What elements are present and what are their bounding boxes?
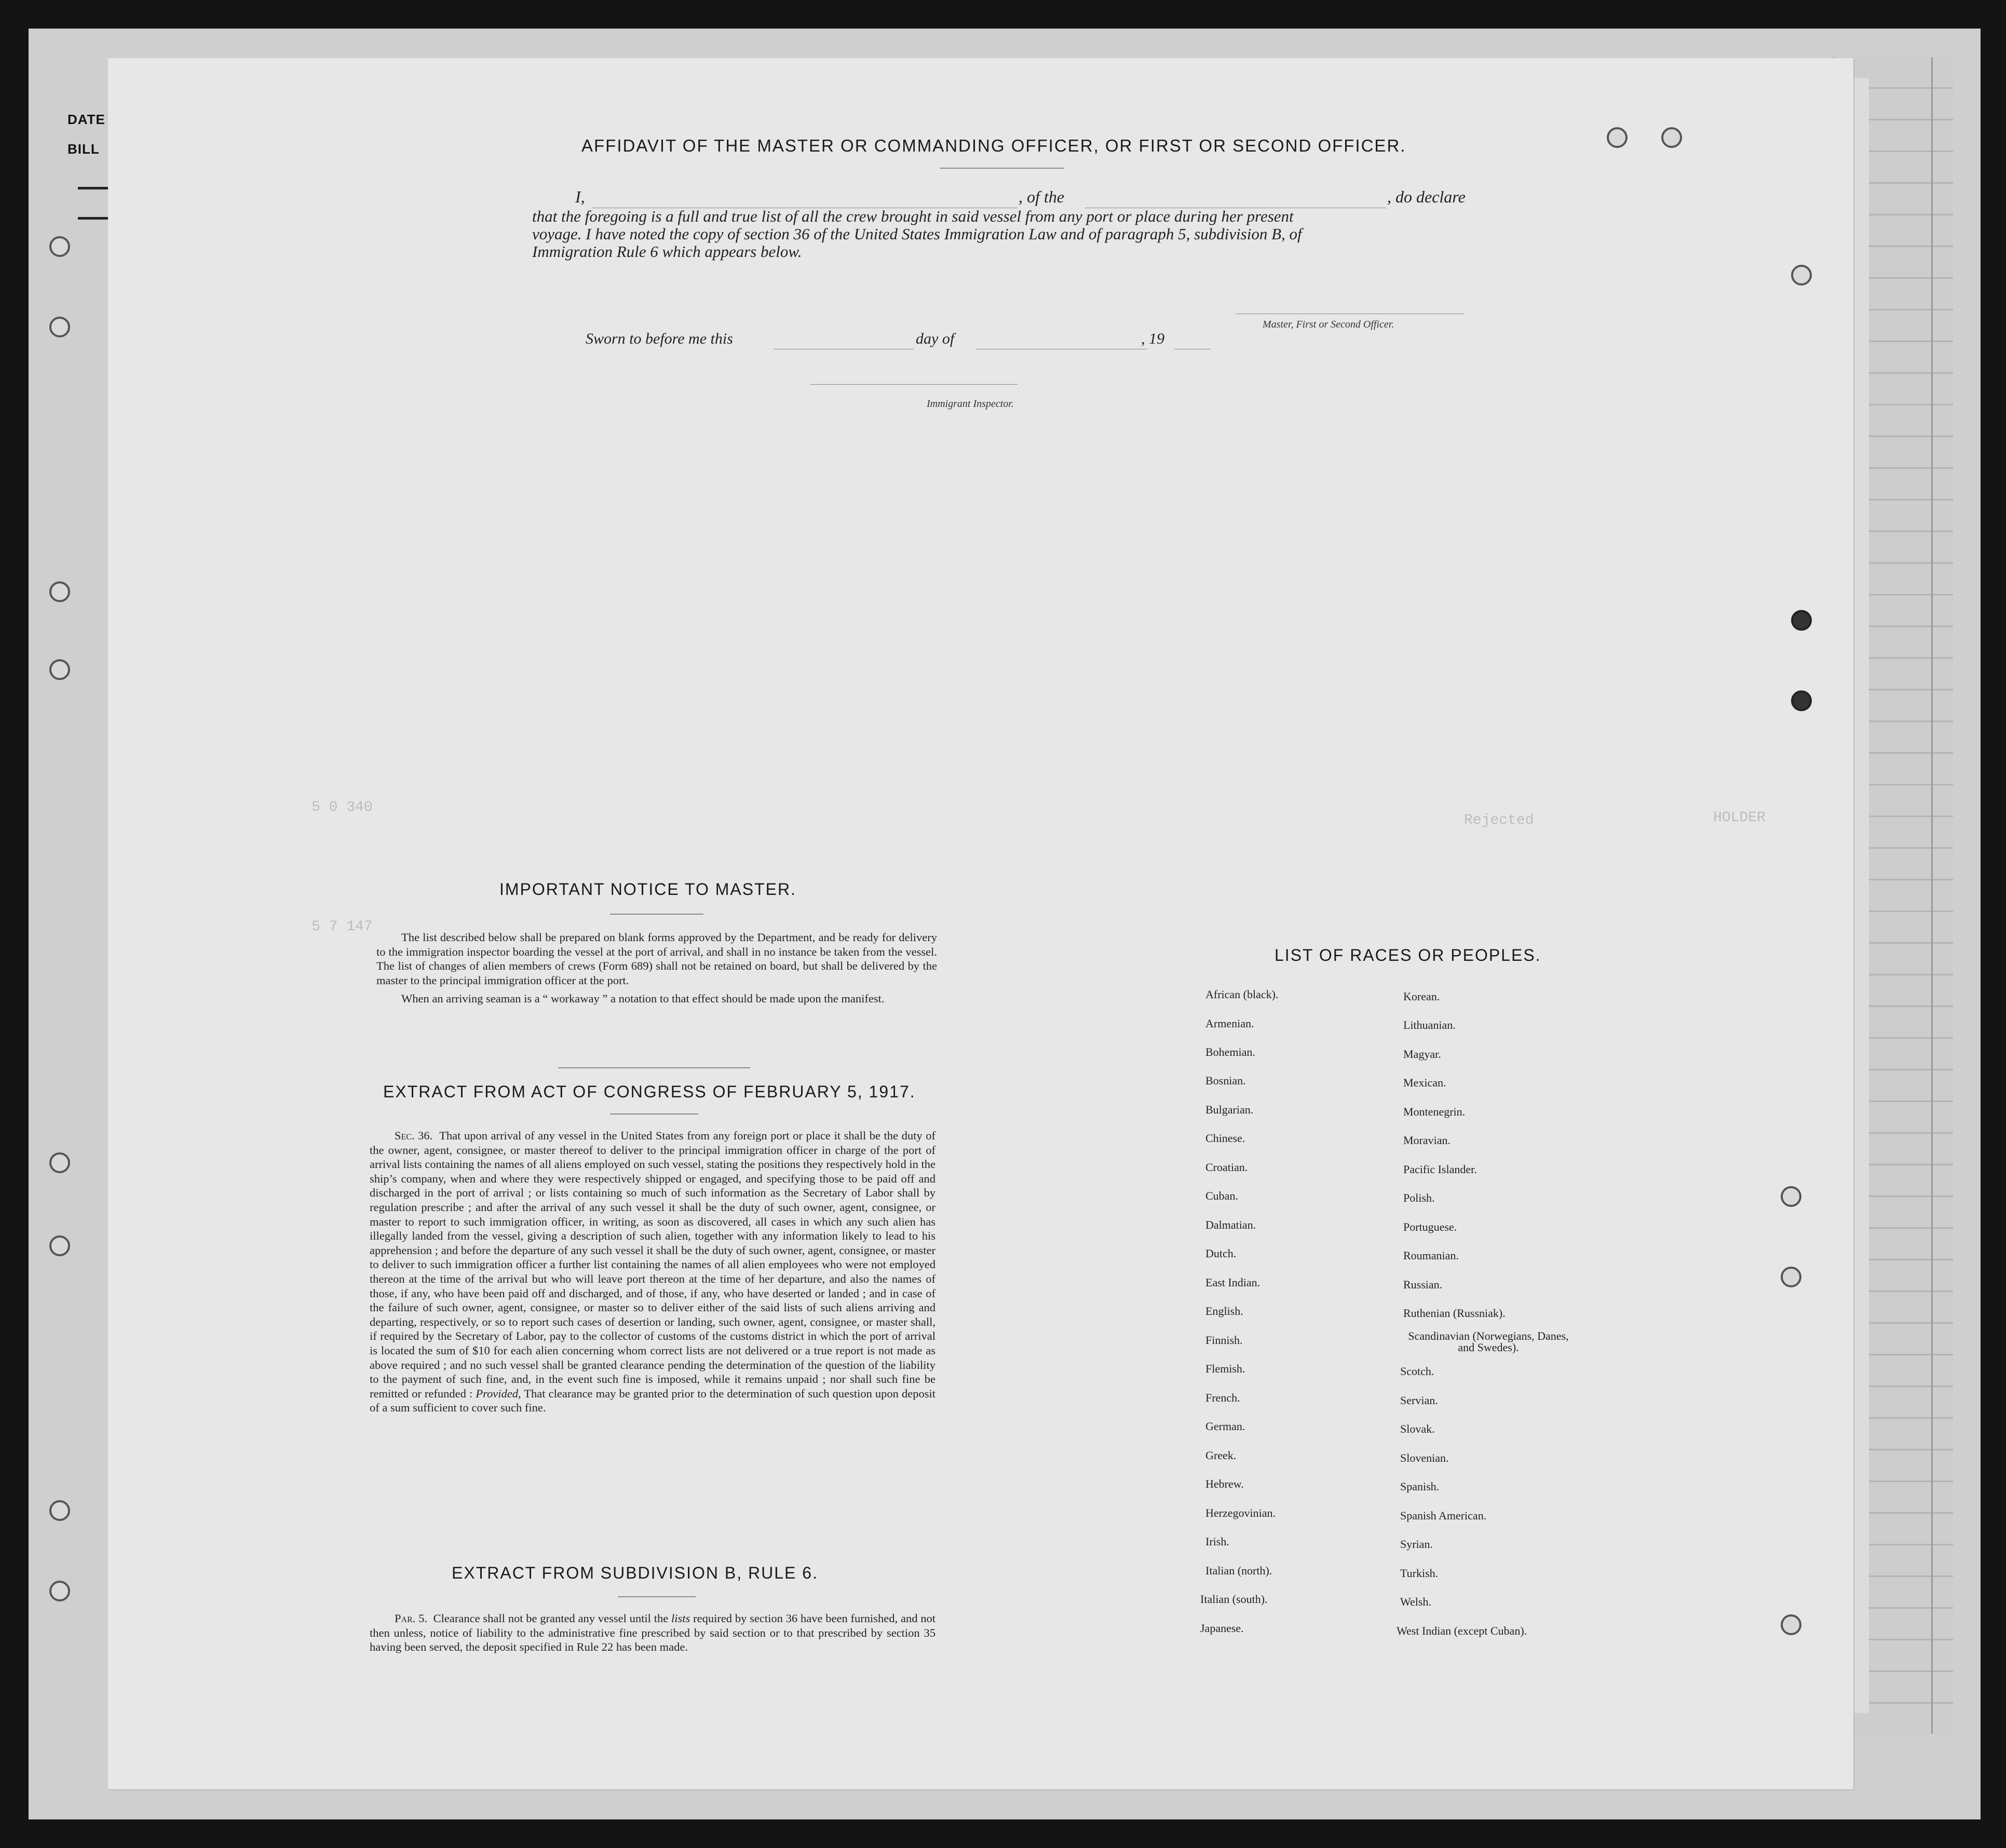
- punch-hole: [1781, 1614, 1801, 1635]
- lists-word: lists: [671, 1612, 690, 1625]
- punch-hole: [49, 317, 70, 337]
- race-item: German.: [1205, 1420, 1245, 1433]
- par-5-text-after: required by section 36 have been furnished, and not then unless, notice of liability to the administrative fine prescribed by said section or to that prescribed by section 35 having been served, the deposit specified in Rule 22 has been made.: [370, 1612, 936, 1654]
- race-item: Flemish.: [1205, 1362, 1245, 1375]
- act-title: EXTRACT FROM ACT OF CONGRESS OF FEBRUARY 5, 1917.: [383, 1082, 916, 1101]
- sec-36-text: That upon arrival of any vessel in the United States from any foreign port or place it shall be the duty of the owner, agent, consignee, or master thereof to deliver to the principal immigration officer in charge of the port of arrival lists containing the names of all aliens employed on such vessel, stating the positions they respectively hold in the ship’s company, when and where they were respectively shipped or engaged, and specifying those to be paid off and discharged in the port of arrival ; or lists containing so much of such information as the Secretary of Labor shall by regulation prescribe ; and after the arrival of any such vessel it shall be the duty of such owner, agent, consignee, or master to report to such immigration officer, in writing, as soon as discovered, all cases in which any such alien has illegally landed from the vessel, giving a description of such alien, together with any information likely to lead to his apprehension ; and before the departure of any such vessel it shall be the duty of such owner, agent, consignee, or master to deliver to such immigration officer a further list containing the names of all alien employees who were not employed thereon at the time of the arrival but who will leave port thereon at the time of her departure, and also the names of those, if any, who have been paid off and discharged, and of those, if any, who have deserted or landed ; and in case of the failure of such owner, agent, consignee, or master so to deliver either of the said lists of such aliens arriving and departing, respectively, or so to report such cases of desertion or landing, such owner, agent, consignee, or master shall, if required by the Secretary of Labor, pay to the collector of customs of the customs district in which the port of arrival is located the sum of $10 for each alien concerning whom correct lists are not delivered or a true report is not made as above required ; and no such vessel shall be granted clearance pending the determination of the question of the liability to the payment of such fine, and, in the event such fine is imposed, while it remains unpaid ; nor shall such fine be remitted or refunded :: [370, 1129, 936, 1400]
- race-item: Italian (south).: [1200, 1593, 1268, 1606]
- punch-hole: [1791, 610, 1812, 631]
- provided-text: That clearance may be granted prior to the determination of such question upon deposit of a sum sufficient to cover such fine.: [370, 1387, 936, 1415]
- punch-hole: [1791, 265, 1812, 286]
- race-item: Armenian.: [1205, 1017, 1254, 1030]
- race-item: Servian.: [1400, 1394, 1438, 1407]
- race-item: Finnish.: [1205, 1334, 1243, 1347]
- race-item: Spanish.: [1400, 1480, 1440, 1493]
- sheet-line: [78, 187, 108, 189]
- race-item: Polish.: [1403, 1191, 1435, 1204]
- sheet-line: [78, 217, 108, 220]
- race-item: Moravian.: [1403, 1134, 1451, 1147]
- bleed-through-mark: Rejected: [1464, 812, 1534, 828]
- race-item: Pacific Islander.: [1403, 1163, 1477, 1176]
- race-item: Italian (north).: [1205, 1564, 1272, 1577]
- race-item: Dutch.: [1205, 1247, 1237, 1260]
- race-item: Bosnian.: [1205, 1074, 1246, 1087]
- punch-hole: [49, 659, 70, 680]
- race-item: Bulgarian.: [1205, 1103, 1254, 1116]
- rule-rule: [618, 1596, 696, 1597]
- bleed-through-mark: 5 0 340: [311, 799, 373, 816]
- affidavit-line-3: voyage. I have noted the copy of section 36 of the United States Immigration Law and of paragraph 5, subdivision B, of: [532, 225, 1302, 243]
- sec-36-label: Sec. 36.: [395, 1129, 433, 1142]
- inspector-signature-line: [810, 384, 1018, 385]
- notice-rule: [610, 914, 703, 915]
- race-item: English.: [1205, 1305, 1243, 1317]
- affidavit-title: AFFIDAVIT OF THE MASTER OR COMMANDING OFFICER, OR FIRST OR SECOND OFFICER.: [581, 136, 1406, 155]
- sworn-label: Sworn to before me this: [586, 330, 733, 347]
- affidavit-line-4: Immigration Rule 6 which appears below.: [532, 242, 802, 261]
- punch-hole: [49, 1235, 70, 1256]
- page-edge: [1853, 78, 1869, 1713]
- race-item: Croatian.: [1205, 1161, 1248, 1174]
- race-item: Mexican.: [1403, 1076, 1446, 1089]
- bleed-through-mark: HOLDER: [1713, 810, 1766, 826]
- punch-hole: [49, 1581, 70, 1601]
- bill-label: BILL: [67, 141, 100, 157]
- affidavit-i: I,: [575, 187, 585, 206]
- race-item: Herzegovinian.: [1205, 1506, 1276, 1519]
- race-item: Ruthenian (Russniak).: [1403, 1307, 1506, 1320]
- race-item: Spanish American.: [1400, 1509, 1487, 1522]
- punch-hole: [1791, 690, 1812, 711]
- provided-word: Provided,: [476, 1387, 521, 1400]
- races-title: LIST OF RACES OR PEOPLES.: [1275, 946, 1541, 964]
- act-body: [370, 1129, 936, 1415]
- notice-paragraph-1: The list described below shall be prepared on blank forms approved by the Department, and be ready for delivery to the immigration inspector boarding the vessel at the port of arrival, and shall in no instance be taken from the vessel. The list of changes of alien members of crews (Form 689) shall not be retained on board, but shall be delivered by the master to the principal immigration officer at the port.: [376, 931, 937, 987]
- par-5-text-before: Clearance shall not be granted any vessel until the: [433, 1612, 669, 1625]
- race-item: Hebrew.: [1205, 1477, 1244, 1490]
- race-item: West Indian (except Cuban).: [1397, 1624, 1527, 1637]
- rule-body: [370, 1611, 936, 1654]
- punch-hole: [1607, 127, 1628, 148]
- race-item: Montenegrin.: [1403, 1105, 1466, 1118]
- master-signature-label: Master, First or Second Officer.: [1263, 319, 1394, 330]
- inspector-signature-label: Immigrant Inspector.: [927, 398, 1014, 410]
- affidavit-line-2: that the foregoing is a full and true list of all the crew brought in said vessel from any port or place during her present: [532, 207, 1294, 225]
- race-item: Portuguese.: [1403, 1220, 1457, 1233]
- race-item: Roumanian.: [1403, 1249, 1459, 1262]
- punch-hole: [1781, 1267, 1801, 1287]
- punch-hole: [49, 236, 70, 257]
- race-item: Magyar.: [1403, 1048, 1441, 1061]
- act-rule: [610, 1113, 698, 1115]
- race-item: Scandinavian (Norwegians, Danes, and Swedes).: [1408, 1329, 1569, 1354]
- affidavit-do-declare: , do declare: [1387, 187, 1466, 206]
- punch-hole: [49, 1500, 70, 1521]
- punch-hole: [1781, 1186, 1801, 1207]
- race-item: Japanese.: [1200, 1622, 1244, 1635]
- race-item: Welsh.: [1400, 1595, 1431, 1608]
- section-rule: [558, 1067, 750, 1068]
- race-item: East Indian.: [1205, 1276, 1260, 1289]
- notice-paragraph-2: When an arriving seaman is a “ workaway ” a notation to that effect should be made upon the manifest.: [401, 992, 885, 1005]
- year-label: , 19: [1141, 330, 1164, 347]
- race-item: Greek.: [1205, 1449, 1237, 1462]
- sheet-edge: [1931, 57, 1933, 1734]
- race-item: Irish.: [1205, 1535, 1229, 1548]
- race-item: Turkish.: [1400, 1567, 1439, 1580]
- race-item: Bohemian.: [1205, 1045, 1255, 1058]
- race-item: Slovak.: [1400, 1422, 1435, 1435]
- race-item: African (black).: [1205, 988, 1279, 1001]
- race-item: Korean.: [1403, 990, 1440, 1003]
- race-item: Lithuanian.: [1403, 1018, 1456, 1031]
- race-item: Slovenian.: [1400, 1451, 1449, 1464]
- race-item: Dalmatian.: [1205, 1218, 1256, 1231]
- par-5-label: Par. 5.: [395, 1612, 428, 1625]
- race-item: Chinese.: [1205, 1132, 1245, 1145]
- rule-title: EXTRACT FROM SUBDIVISION B, RULE 6.: [452, 1564, 818, 1582]
- notice-body: [376, 930, 937, 1006]
- race-item: Syrian.: [1400, 1538, 1433, 1551]
- race-item: Russian.: [1403, 1278, 1443, 1291]
- title-rule: [940, 168, 1064, 169]
- bleed-through-mark: 5 7 147: [311, 919, 373, 935]
- race-item: French.: [1205, 1391, 1240, 1404]
- punch-hole: [49, 581, 70, 602]
- race-item: Scotch.: [1400, 1365, 1434, 1378]
- day-of-label: day of: [916, 330, 955, 347]
- affidavit-of-the: , of the: [1019, 187, 1064, 206]
- race-item: Cuban.: [1205, 1189, 1238, 1202]
- notice-title: IMPORTANT NOTICE TO MASTER.: [499, 880, 796, 899]
- punch-hole: [49, 1152, 70, 1173]
- punch-hole: [1661, 127, 1682, 148]
- date-label: DATE: [67, 112, 105, 127]
